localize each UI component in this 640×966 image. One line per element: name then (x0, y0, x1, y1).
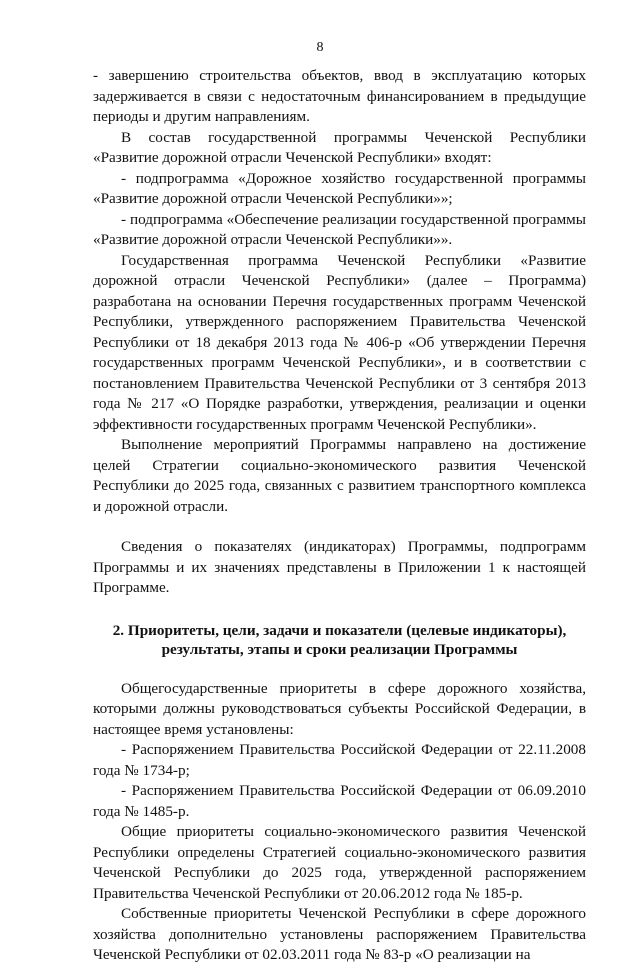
paragraph: Собственные приоритеты Чеченской Республики в сфере дорожного хозяйства дополнительно установлены распоряжением Правительства Чеченской Республики от 02.03.2011 года № 83-р «О реализации на (93, 905, 586, 963)
paragraph: - завершению строительства объектов, ввод в эксплуатацию которых задерживается в связи с недостаточным финансированием в предыдущие периоды и другим направлениям. (93, 67, 586, 125)
paragraph: Общие приоритеты социально-экономического развития Чеченской Республики определены Стратегией социально-экономического развития Чеченской Республики до 2025 года, утвержденной распоряжением Правительства Чеченской Республики от 20.06.2012 года № 185-р. (93, 823, 586, 902)
paragraph: Сведения о показателях (индикаторах) Программы, подпрограмм Программы и их значениях представлены в Приложении 1 к настоящей Программе. (93, 538, 586, 596)
list-item-decree: - Распоряжением Правительства Российской Федерации от 06.09.2010 года № 1485-р. (93, 782, 586, 820)
section-heading-line: результаты, этапы и сроки реализации Программы (161, 640, 518, 658)
list-item-subprogram: - подпрограмма «Обеспечение реализации государственной программы «Развитие дорожной отрасли Чеченской Республики»». (93, 210, 586, 248)
list-item-decree: - Распоряжением Правительства Российской Федерации от 22.11.2008 года № 1734-р; (93, 741, 586, 779)
list-item-subprogram: - подпрограмма «Дорожное хозяйство государственной программы «Развитие дорожной отрасли Чеченской Республики»»; (93, 169, 586, 207)
paragraph: Государственная программа Чеченской Республики «Развитие дорожной отрасли Чеченской Республики» (далее – Программа) разработана на основании Перечня государственных программ Чеченской Республики, утвержденного распоряжением Правительства Чеченской Республики от 18 декабря 2013 года № 406-р «Об утверждении Перечня государственных программ Чеченской Республики», и в соответствии с постановлением Правительства Чеченской Республики от 3 сентября 2013 года № 217 «О Порядке разработки, утверждения, реализации и оценки эффективности государственных программ Чеченской Республики». (93, 251, 586, 433)
document-body (93, 66, 586, 966)
page-number: 8 (316, 40, 324, 55)
paragraph: Общегосударственные приоритеты в сфере дорожного хозяйства, которыми должны руководствоваться субъекты Российской Федерации, в настоящее время установлены: (93, 679, 586, 738)
section-heading (93, 621, 586, 659)
paragraph: Выполнение мероприятий Программы направлено на достижение целей Стратегии социально-экономического развития Чеченской Республики до 2025 года, связанных с развитием транспортного комплекса и дорожной отрасли. (93, 436, 586, 515)
section-heading-line: 2. Приоритеты, цели, задачи и показатели (целевые индикаторы), (112, 621, 567, 639)
paragraph: В состав государственной программы Чеченской Республики «Развитие дорожной отрасли Чеченской Республики» входят: (93, 128, 586, 166)
